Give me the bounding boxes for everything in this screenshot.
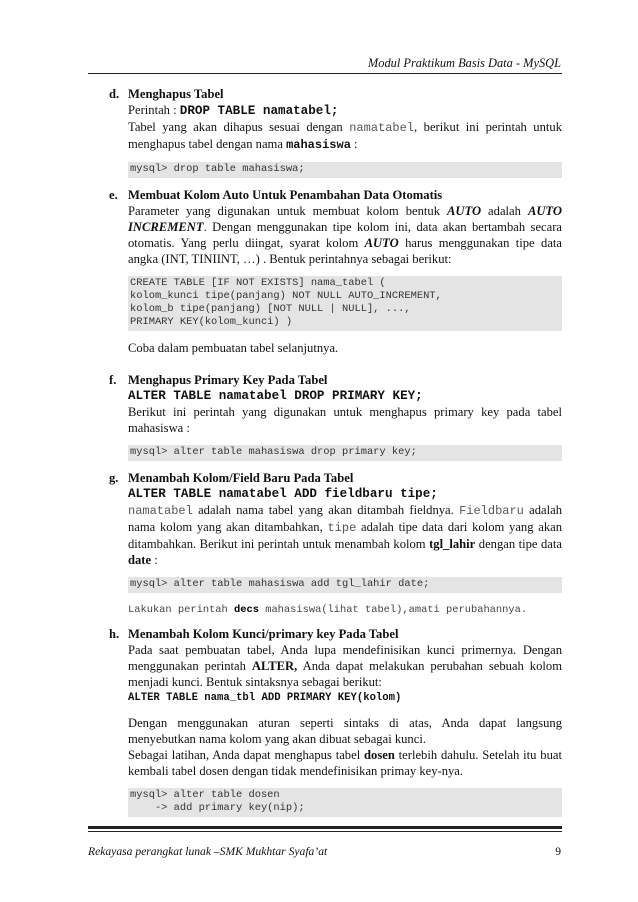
section-title: Menambah Kolom Kunci/primary key Pada Tabel — [128, 627, 399, 641]
code-block: mysql> alter table dosen -> add primary key(nip); — [128, 788, 562, 817]
paragraph: Berikut ini perintah yang digunakan untuk menghapus primary key pada tabel mahasiswa : — [128, 405, 562, 435]
inline-code: namatabel — [128, 504, 193, 518]
bold-text: tgl_lahir — [429, 537, 476, 551]
emphasis: AUTO INCREMENT — [128, 204, 562, 234]
command-syntax: ALTER TABLE nama_tbl ADD PRIMARY KEY(kolom) — [128, 692, 402, 704]
text: adalah nama tabel yang akan ditambah fieldnya. — [192, 503, 460, 517]
bold-text: ALTER, — [251, 659, 298, 673]
text: Pada saat pembuatan tabel, Anda lupa mendefinisikan kunci primernya. Dengan menggunakan perintah — [128, 643, 562, 673]
section-f — [98, 372, 562, 461]
text: Parameter yang digunakan untuk membuat kolom bentuk — [128, 204, 447, 218]
command-prefix: Perintah : — [128, 103, 180, 117]
inline-code: tipe — [327, 521, 357, 535]
section-title: Menghapus Primary Key Pada Tabel — [128, 373, 328, 387]
text: adalah tipe data dari kolom yang akan ditambahkan. Berikut ini perintah untuk menambah kolom — [128, 520, 562, 551]
paragraph: Coba dalam pembuatan tabel selanjutnya. — [128, 341, 339, 355]
paragraph: Dengan menggunakan aturan seperti sintaks di atas, Anda dapat langsung menyebutkan nama kolom yang akan dibuat sebagai kunci. — [128, 716, 562, 746]
paragraph — [128, 502, 562, 568]
page-content — [98, 86, 562, 826]
command-line — [128, 102, 562, 119]
section-label: f. — [109, 373, 117, 387]
code-block: mysql> alter table mahasiswa drop primary key; — [128, 445, 562, 461]
page-number: 9 — [555, 845, 561, 858]
footer-rule-thin — [88, 831, 562, 832]
section-title: Menghapus Tabel — [128, 87, 224, 101]
text: adalah — [481, 204, 528, 218]
section-label: g. — [109, 471, 119, 485]
bold-text: decs — [234, 604, 259, 616]
section-g — [98, 470, 562, 618]
bold-text: dosen — [364, 748, 395, 762]
bold-text: date — [128, 553, 152, 567]
emphasis: AUTO — [447, 204, 482, 218]
code-block: mysql> drop table mahasiswa; — [128, 162, 562, 178]
command-syntax: ALTER TABLE namatabel ADD fieldbaru tipe; — [128, 487, 438, 501]
section-h — [98, 626, 562, 817]
command-syntax: ALTER TABLE namatabel DROP PRIMARY KEY; — [128, 389, 423, 403]
text: : — [151, 553, 158, 567]
section-label: e. — [109, 188, 118, 202]
section-d — [98, 86, 562, 178]
paragraph — [128, 642, 562, 690]
header-title: Modul Praktikum Basis Data - MySQL — [367, 56, 561, 70]
paragraph — [128, 747, 562, 779]
code-block: CREATE TABLE [IF NOT EXISTS] nama_tabel ( kolom_kunci tipe(panjang) NOT NULL AUTO_INCREMENT, kolom_b tipe(panjang) [NOT NULL | NULL], ..., PRIMARY KEY(kolom_kunci) ) — [128, 276, 562, 331]
section-label: d. — [109, 87, 120, 101]
text: terlebih dahulu. Setelah itu buat kembali tabel dosen dengan tidak mendefinisikan primay key-nya. — [128, 748, 562, 778]
emphasis: AUTO — [364, 236, 399, 250]
paragraph — [128, 119, 562, 153]
command-syntax: DROP TABLE namatabel; — [179, 104, 339, 118]
inline-code-bold: mahasiswa — [286, 138, 351, 152]
spacer — [128, 706, 562, 715]
header-rule — [88, 73, 562, 74]
code-block: mysql> alter table mahasiswa add tgl_lahir date; — [128, 577, 562, 593]
text: Tabel yang akan dihapus sesuai dengan — [128, 120, 350, 134]
inline-code: namatabel — [349, 121, 415, 135]
section-e — [98, 187, 562, 365]
section-label: h. — [109, 627, 120, 641]
text: Sebagai latihan, Anda dapat menghapus tabel — [128, 748, 365, 762]
inline-code: Fieldbaru — [459, 504, 524, 518]
text: Anda dapat melakukan perubahan sebuah kolom menjadi kunci. Bentuk sintaksnya sebagai berikut: — [128, 659, 562, 689]
section-title: Membuat Kolom Auto Untuk Penambahan Data Otomatis — [128, 188, 443, 202]
text: . Dengan menggunakan tipe kolom ini, data akan bertambah secara otomatis. Yang perlu diingat, syarat kolom — [128, 220, 562, 250]
footer-text: Rekayasa perangkat lunak –SMK Mukhtar Syafa’at — [88, 845, 328, 858]
text: mahasiswa(lihat tabel),amati perubahannya. — [258, 604, 528, 616]
instruction-note — [128, 602, 562, 618]
section-title: Menambah Kolom/Field Baru Pada Tabel — [128, 471, 354, 485]
text: , berikut ini perintah untuk menghapus tabel dengan nama — [128, 120, 562, 151]
text: : — [350, 137, 358, 151]
text: harus menggunakan tipe data angka (INT, TINIINT, …) . Bentuk perintahnya sebagai berikut: — [128, 236, 562, 266]
paragraph — [128, 203, 562, 267]
text: Lakukan perintah — [128, 604, 235, 616]
text: adalah nama kolom yang akan ditambahkan, — [128, 503, 562, 534]
text: dengan tipe data — [475, 537, 562, 551]
footer-rule-thick — [88, 826, 562, 829]
spacer — [128, 356, 562, 365]
